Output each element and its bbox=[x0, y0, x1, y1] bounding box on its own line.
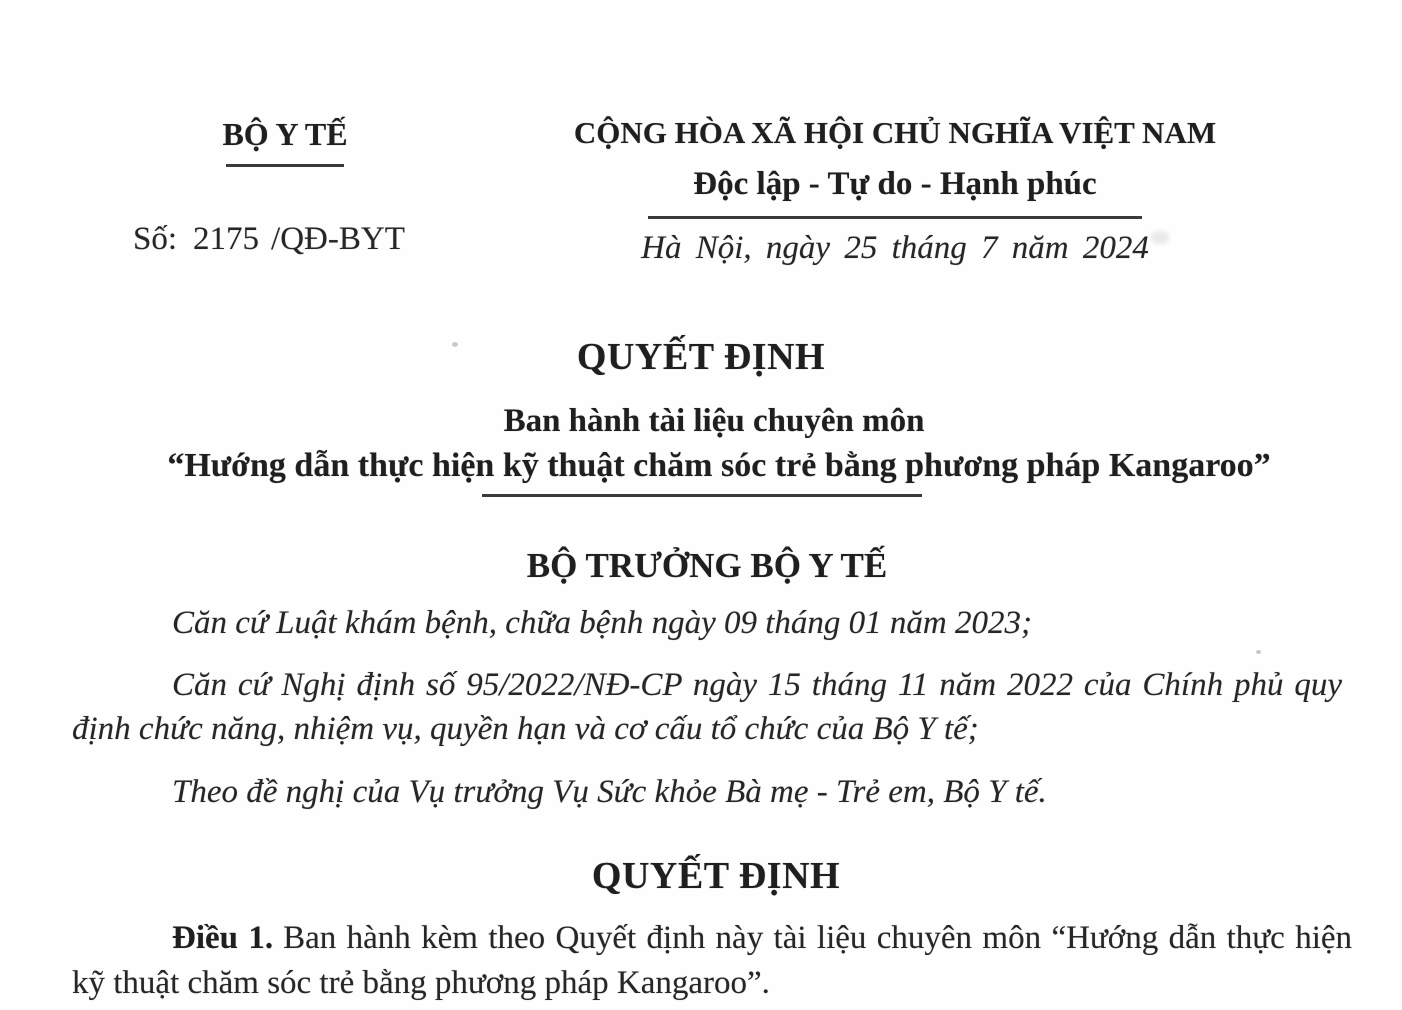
subject-line2: “Hướng dẫn thực hiện kỹ thuật chăm sóc trẻ bằng phương pháp Kangaroo” bbox=[167, 447, 1271, 484]
preamble-paragraph: Căn cứ Nghị định số 95/2022/NĐ-CP ngày 15 tháng 11 năm 2022 của Chính phủ quy định chức năng, nhiệm vụ, quyền hạn và cơ cấu tổ chức của Bộ Y tế; bbox=[72, 667, 1342, 747]
doc-number-label: Số: bbox=[133, 221, 178, 257]
national-title: CỘNG HÒA XÃ HỘI CHỦ NGHĨA VIỆT NAM bbox=[573, 115, 1217, 150]
ministry-name: BỘ Y TẾ bbox=[222, 116, 348, 152]
national-motto: Độc lập - Tự do - Hạnh phúc bbox=[648, 164, 1141, 219]
doc-number-line bbox=[85, 217, 485, 261]
doc-number-value: 2175 bbox=[193, 221, 260, 257]
scan-speck bbox=[1256, 650, 1261, 654]
issuer-heading: BỘ TRƯỞNG BỘ Y TẾ bbox=[526, 546, 888, 585]
article-1-paragraph bbox=[72, 916, 1352, 1006]
doc-number-suffix: /QĐ-BYT bbox=[271, 221, 405, 257]
scan-speck bbox=[1151, 231, 1169, 244]
header-agency-column bbox=[85, 112, 485, 261]
decision-heading: QUYẾT ĐỊNH bbox=[591, 855, 841, 897]
preamble-paragraph: Theo đề nghị của Vụ trưởng Vụ Sức khỏe Bà mẹ - Trẻ em, Bộ Y tế. bbox=[172, 774, 1047, 810]
decision-title: QUYẾT ĐỊNH bbox=[576, 336, 826, 378]
header-republic-column bbox=[515, 112, 1275, 269]
article-1-text: Ban hành kèm theo Quyết định này tài liệu chuyên môn “Hướng dẫn thực hiện kỹ thuật chăm sóc trẻ bằng phương pháp Kangaroo”. bbox=[72, 920, 1353, 1001]
ministry-name-underline bbox=[226, 164, 344, 167]
article-1-label: Điều 1. bbox=[172, 920, 274, 956]
subject-underline bbox=[482, 494, 922, 497]
place-date-line: Hà Nội, ngày 25 tháng 7 năm 2024 bbox=[641, 230, 1149, 266]
preamble-paragraph: Căn cứ Luật khám bệnh, chữa bệnh ngày 09 tháng 01 năm 2023; bbox=[172, 605, 1032, 641]
scan-speck bbox=[452, 342, 458, 347]
subject-line1: Ban hành tài liệu chuyên môn bbox=[503, 403, 925, 439]
preamble-section bbox=[72, 601, 1342, 814]
